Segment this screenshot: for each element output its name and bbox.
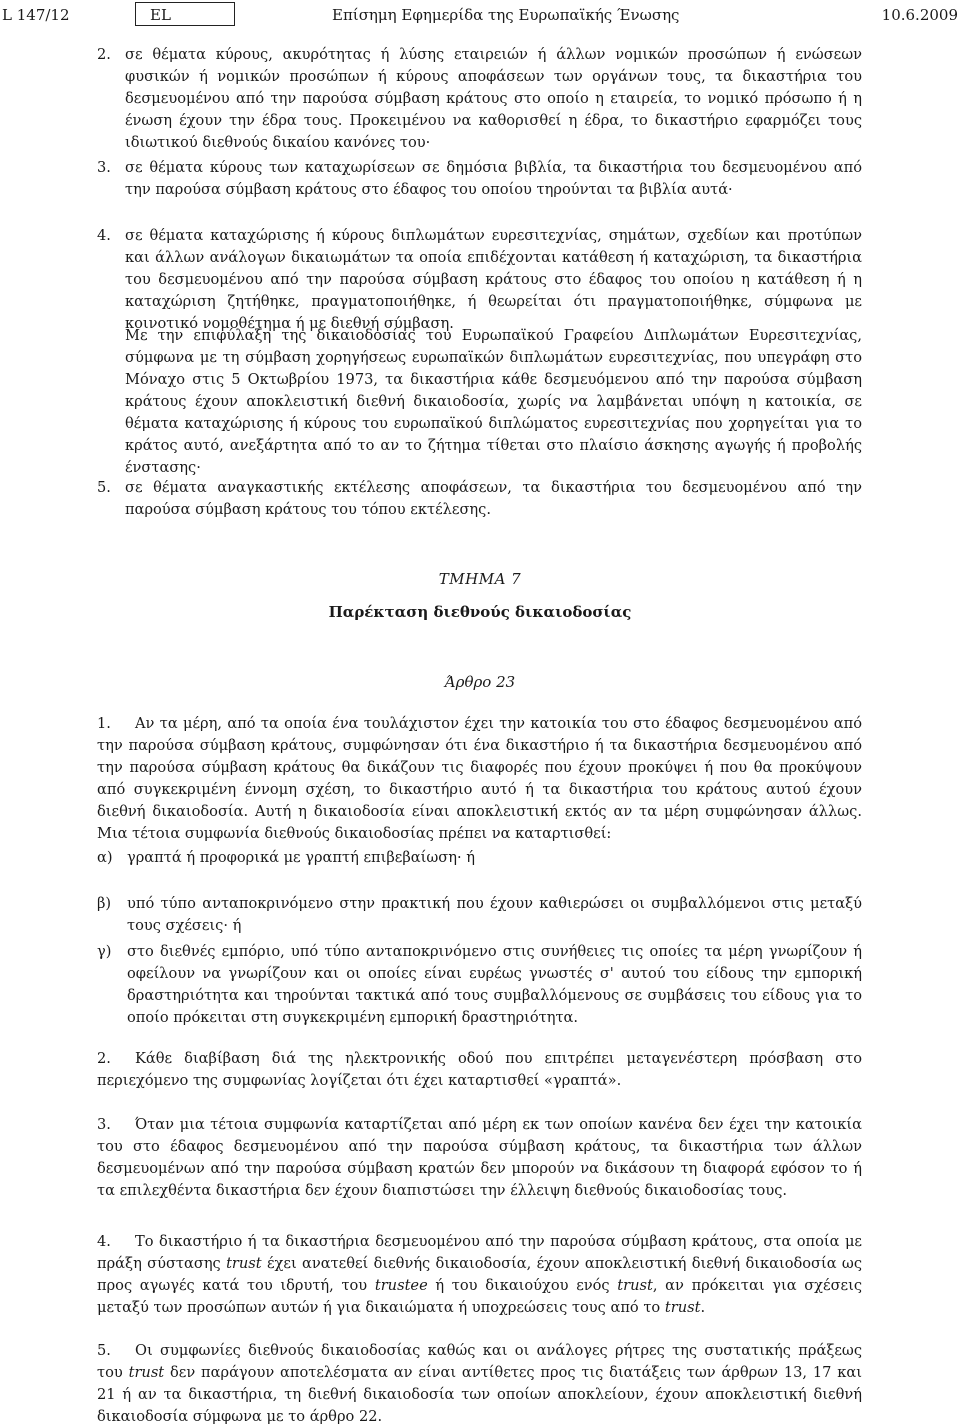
issue-date: 10.6.2009	[881, 6, 958, 24]
paragraph-3	[97, 1114, 862, 1202]
paragraph-number: 2.	[97, 1050, 111, 1067]
item-text: σε θέματα κύρους των καταχωρίσεων σε δημόσια βιβλία, τα δικαστήρια του δεσμευομένου από την παρούσα σύμβαση κράτους στο έδαφος του οποίου τηρούνται τα βιβλία αυτά·	[125, 159, 862, 198]
paragraph-text: Οι συμφωνίες διεθνούς δικαιοδοσίας καθώς και οι ανάλογες ρήτρες της συστατικής πράξεως του trust δεν παράγουν αποτελέσματα αν είναι αντίθετες προς τις διατάξεις των άρθρων 13, 17 και 21 ή αν τα δικαστήρια, τη διεθνή δικαιοδοσία των οποίων αποκλείουν, έχουν αποκλειστική διεθνή δικαιοδοσία σύμφωνα με το άρθρο 22.	[97, 1342, 863, 1425]
list-item-2	[97, 44, 862, 154]
paragraph-text: Κάθε διαβίβαση διά της ηλεκτρονικής οδού που επιτρέπει μεταγενέστερη πρόσβαση στο περιεχόμενο της συμφωνίας λογίζεται ότι έχει καταρτισθεί «γραπτά».	[97, 1050, 862, 1089]
item-text: σε θέματα καταχώρισης ή κύρους διπλωμάτων ευρεσιτεχνίας, σημάτων, σχεδίων και προτύπων και άλλων ανάλογων δικαιωμάτων τα οποία επιδέχονται κατάθεση ή καταχώριση, τα δικαστήρια του δεσμευομένου από την παρούσα σύμβαση κράτους στο έδαφος του οποίου η κατάθεση ή η καταχώριση ζητήθηκε, πραγματοποιήθηκε, ή θεωρείται ότι πραγματοποιήθηκε, σύμφωνα με κοινοτικό νομοθέτημα ή με διεθνή σύμβαση.	[125, 227, 862, 332]
journal-title: Επίσημη Εφημερίδα της Ευρωπαϊκής Ένωσης	[332, 6, 680, 24]
paragraph-1	[97, 713, 862, 845]
article-heading: Άρθρο 23	[444, 673, 516, 691]
paragraph-text: Το δικαστήριο ή τα δικαστήρια δεσμευομένου από την παρούσα σύμβαση κράτους, στα οποία με πράξη σύστασης trust έχει ανατεθεί διεθνής δικαιοδοσία, έχουν αποκλειστική διεθνή δικαιοδοσία ως προς αγωγές κατά του ιδρυτή, του trustee ή του δικαιούχου ενός trust, αν πρόκειται για σχέσεις μεταξύ των προσώπων αυτών ή για δικαιώματα ή υποχρεώσεις τους από το trust.	[97, 1233, 862, 1316]
lettered-item-b	[97, 893, 862, 937]
item-number: 4.	[97, 227, 111, 244]
item-letter: α)	[97, 849, 113, 866]
paragraph-2	[97, 1048, 862, 1092]
list-item-3	[97, 157, 862, 201]
paragraph-number: 1.	[97, 715, 111, 732]
lettered-item-c	[97, 941, 862, 1029]
item-text: Με την επιφύλαξη της δικαιοδοσίας του Ευρωπαϊκού Γραφείου Διπλωμάτων Ευρεσιτεχνίας, σύμφωνα με τη σύμβαση χορηγήσεως ευρωπαϊκών διπλωμάτων ευρεσιτεχνίας, που υπεγράφη στο Μόναχο στις 5 Οκτωβρίου 1973, τα δικαστήρια κάθε δεσμευόμενου από την παρούσα σύμβαση κράτους έχουν αποκλειστική διεθνή δικαιοδοσία, χωρίς να λαμβάνεται υπόψη η κατοικία, σε θέματα καταχώρισης ή κύρους του ευρωπαϊκού διπλώματος ευρεσιτεχνίας που χορηγείται για το κράτος αυτό, ανεξάρτητα από το αν το ζήτημα τίθεται στο πλαίσιο άσκησης αγωγής ή προβολής ένστασης·	[125, 327, 862, 476]
paragraph-number: 4.	[97, 1233, 111, 1250]
item-text: γραπτά ή προφορικά με γραπτή επιβεβαίωση· ή	[127, 849, 475, 866]
lettered-item-a	[97, 847, 862, 869]
item-number: 5.	[97, 479, 111, 496]
item-text: σε θέματα κύρους, ακυρότητας ή λύσης εταιρειών ή άλλων νομικών προσώπων ή ενώσεων φυσικών ή νομικών προσώπων ή κύρους αποφάσεων των οργάνων τους, τα δικαστήρια του δεσμευομένου από την παρούσα σύμβαση κράτους στο οποίο η εταιρεία, το νομικό πρόσωπο ή η ένωση έχουν την έδρα τους. Προκειμένου να καθορισθεί η έδρα, το δικαστήριο εφαρμόζει τους ιδιωτικού διεθνούς δικαίου κανόνες του·	[125, 46, 862, 151]
section-subtitle: Παρέκταση διεθνούς δικαιοδοσίας	[328, 603, 632, 621]
item-number: 2.	[97, 46, 111, 63]
item-letter: β)	[97, 895, 112, 912]
page-reference: L 147/12	[2, 6, 70, 24]
paragraph-number: 3.	[97, 1116, 111, 1133]
item-text: στο διεθνές εμπόριο, υπό τύπο ανταποκρινόμενο στις συνήθειες τις οποίες τα μέρη γνωρίζουν ή οφείλουν να γνωρίζουν και οι οποίες είναι ευρέως γνωστές σ' αυτού του είδους την εμπορική δραστηριότητα και τηρούνται τακτικά από τους συμβαλλόμενους σε συμβάσεις του είδους για το οποίο πρόκειται στη συγκεκριμένη εμπορική δραστηριότητα.	[127, 943, 862, 1026]
paragraph-text: Όταν μια τέτοια συμφωνία καταρτίζεται από μέρη εκ των οποίων κανένα δεν έχει την κατοικία του στο έδαφος δεσμευομένου από την παρούσα σύμβαση κράτους, τα δικαστήρια των άλλων δεσμευομένων από την παρούσα σύμβαση κρατών δεν μπορούν να δικάσουν τη διαφορά εφόσον το ή τα επιλεχθέντα δικαστήρια δεν έχουν διαπιστώσει την έλλειψη διεθνούς δικαιοδοσίας τους.	[97, 1116, 862, 1199]
language-code-box: EL	[135, 2, 235, 26]
paragraph-4	[97, 1231, 862, 1319]
paragraph-5	[97, 1340, 862, 1428]
paragraph-text: Αν τα μέρη, από τα οποία ένα τουλάχιστον έχει την κατοικία του στο έδαφος δεσμευομένου από την παρούσα σύμβαση κράτους, συμφώνησαν ότι ένα δικαστήριο ή τα δικαστήρια δεσμευομένου από την παρούσα σύμβαση κράτους θα δικάζουν τις διαφορές που έχουν προκύψει ή που θα προκύψουν από συγκεκριμένη έννομη σχέση, το δικαστήριο αυτό ή τα δικαστήρια του κράτους αυτού έχουν διεθνή δικαιοδοσία. Αυτή η δικαιοδοσία είναι αποκλειστική εκτός αν τα μέρη συμφώνησαν άλλως. Μια τέτοια συμφωνία διεθνούς δικαιοδοσίας πρέπει να καταρτισθεί:	[97, 715, 862, 842]
page-header	[0, 2, 960, 28]
section-title: ΤΜΗΜΑ 7	[438, 570, 522, 588]
item-number: 3.	[97, 159, 111, 176]
item-letter: γ)	[97, 943, 112, 960]
list-item-4-continuation	[97, 325, 862, 479]
list-item-4	[97, 225, 862, 335]
item-text: υπό τύπο ανταποκρινόμενο στην πρακτική που έχουν καθιερώσει οι συμβαλλόμενοι στις μεταξύ τους σχέσεις· ή	[127, 895, 862, 934]
paragraph-number: 5.	[97, 1342, 111, 1359]
item-text: σε θέματα αναγκαστικής εκτέλεσης αποφάσεων, τα δικαστήρια του δεσμευομένου από την παρούσα σύμβαση κράτους του τόπου εκτέλεσης.	[125, 479, 862, 518]
list-item-5	[97, 477, 862, 521]
